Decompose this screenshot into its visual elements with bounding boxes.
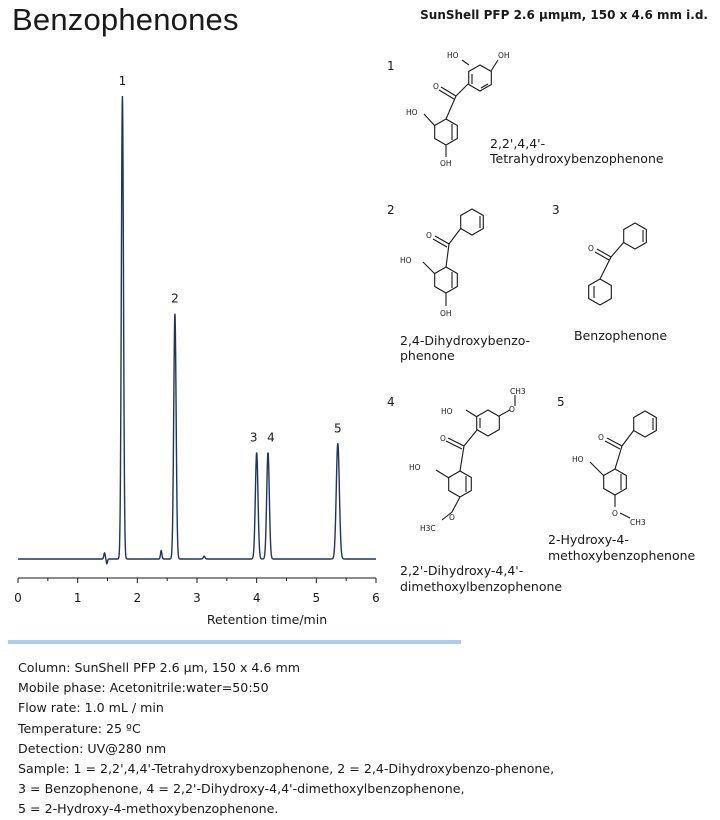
- compound-4-ch3-label: CH3: [510, 387, 526, 396]
- compound-2-ho-label: HO: [400, 256, 412, 265]
- compound-3-o-label: O: [588, 244, 594, 253]
- compound-2-number: 2: [387, 203, 395, 217]
- x-tick-label: 6: [372, 591, 380, 605]
- compound-5-molecule: [590, 411, 656, 518]
- column-heading: SunShell PFP 2.6 µmµm, 150 x 4.6 mm i.d.: [420, 8, 708, 22]
- compound-4-name-line1: 2,2'-Dihydroxy-4,4'-: [400, 563, 524, 578]
- compound-4-number: 4: [387, 395, 395, 409]
- compound-2-o-label: O: [426, 231, 432, 240]
- x-axis-label: Retention time/min: [206, 612, 328, 627]
- compound-5-name-line1: 2-Hydroxy-4-: [548, 532, 629, 547]
- compound-1-ho2-label: HO: [406, 108, 418, 117]
- compound-1-structure: [387, 51, 664, 168]
- condition-temperature: Temperature: 25 ºC: [18, 720, 141, 736]
- compound-4-h3c-label: H3C: [420, 524, 436, 533]
- compound-2-name-line1: 2,4-Dihydroxybenzo-: [400, 333, 531, 348]
- x-tick-label: 5: [312, 591, 321, 605]
- compound-1-o-label: O: [433, 82, 439, 91]
- x-tick-label: 0: [14, 591, 22, 605]
- compound-4-o2-label: O: [449, 513, 455, 522]
- compound-1-ho-label: HO: [447, 51, 459, 60]
- condition-column: Column: SunShell PFP 2.6 µm, 150 x 4.6 mm: [18, 660, 300, 675]
- compound-5-number: 5: [557, 395, 565, 409]
- compound-3-structure: [552, 203, 667, 343]
- peak-label: 2: [171, 291, 179, 306]
- section-divider: [8, 640, 461, 644]
- compound-1-name-line1: 2,2',4,4'-: [490, 136, 546, 151]
- compound-2-molecule: [423, 209, 483, 306]
- compound-4-ho2-label: HO: [409, 463, 421, 472]
- compound-4-o1-label: O: [509, 405, 515, 414]
- compound-1-name-line2: Tetrahydroxybenzophenone: [490, 151, 664, 166]
- compound-5-ch3-label: CH3: [630, 518, 646, 527]
- compound-1-number: 1: [387, 59, 395, 73]
- page-title: Benzophenones: [12, 2, 239, 37]
- method-conditions: [18, 658, 554, 820]
- compound-3-name: Benzophenone: [574, 328, 668, 343]
- compound-3-molecule: [589, 223, 647, 305]
- compound-4-name-line2: dimethoxylbenzophenone: [400, 579, 563, 594]
- compound-5-o2-label: O: [612, 509, 618, 518]
- peak-label: 1: [118, 74, 127, 88]
- compound-2-name-line2: phenone: [400, 348, 455, 363]
- x-tick-label: 4: [252, 591, 261, 605]
- x-tick-label: 1: [73, 591, 82, 605]
- compound-5-o-label: O: [598, 433, 604, 442]
- compound-5-ho-label: HO: [572, 455, 584, 464]
- compound-1-molecule: [424, 60, 498, 157]
- compound-5-name-line2: methoxybenzophenone: [548, 548, 696, 563]
- compound-4-ho-label: HO: [441, 407, 453, 416]
- compound-4-structure: [387, 387, 562, 594]
- x-tick-label: 2: [133, 591, 142, 605]
- compound-1-oh2-label: OH: [440, 159, 452, 168]
- compound-1-oh-label: OH: [498, 51, 510, 60]
- x-tick-label: 3: [193, 591, 201, 605]
- condition-detection: Detection: UV@280 nm: [18, 740, 167, 756]
- peak-label: 4: [267, 430, 275, 445]
- condition-mobile-phase: Mobile phase: Acetonitrile:water=50:50: [18, 680, 269, 696]
- condition-flow-rate: Flow rate: 1.0 mL / min: [18, 700, 164, 716]
- compound-5-structure: [548, 395, 696, 563]
- condition-sample-2: 3 = Benzophenone, 4 = 2,2'-Dihydroxy-4,4'-dimethoxylbenzophenone,: [18, 781, 465, 797]
- peak-label: 3: [249, 430, 258, 445]
- condition-sample-1: Sample: 1 = 2,2',4,4'-Tetrahydroxybenzophenone, 2 = 2,4-Dihydroxybenzo-phenone,: [18, 761, 555, 777]
- compound-2-oh-label: OH: [440, 309, 452, 318]
- compound-3-number: 3: [552, 203, 560, 217]
- compound-2-structure: [387, 203, 530, 363]
- peak-label: 5: [333, 421, 342, 436]
- compound-4-o-label: O: [440, 434, 446, 443]
- condition-sample-3: 5 = 2-Hydroxy-4-methoxybenzophenone.: [18, 801, 279, 817]
